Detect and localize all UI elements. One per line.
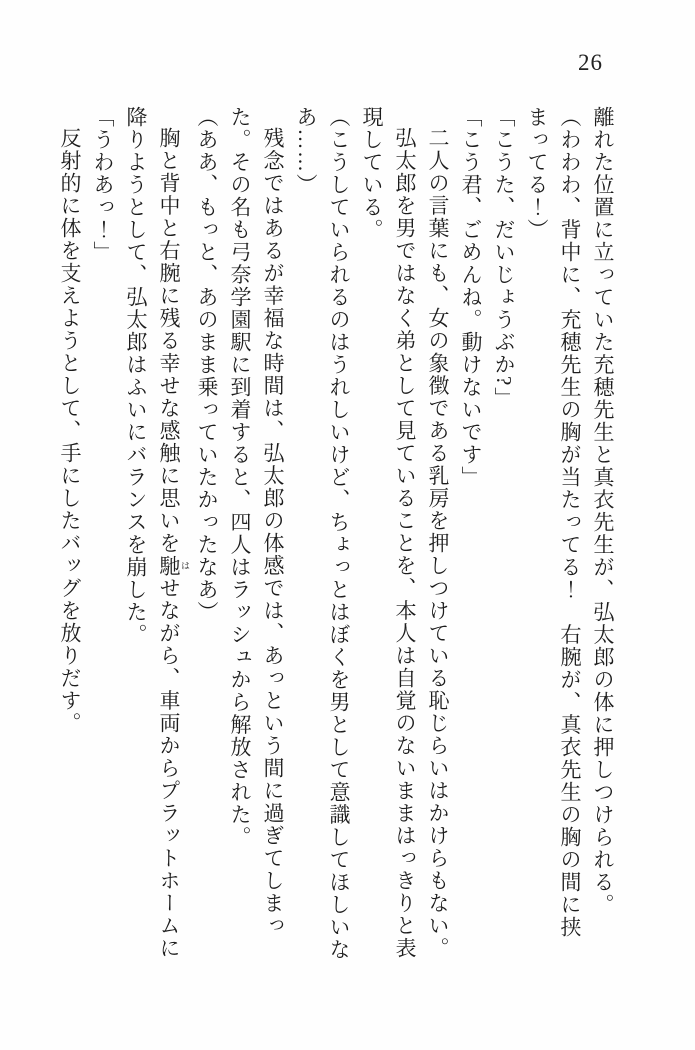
paragraph-thought: （ああ、もっと、あのまま乗っていたかったなあ） — [195, 106, 219, 624]
paragraph-narrative: 反射的に体を支えようとして、手にしたバッグを放りだす。 — [58, 127, 82, 735]
ruby-furigana: は — [180, 554, 190, 577]
ruby-pre-text: 胸と背中と右腕に残る幸せな感触に思いを — [157, 127, 181, 555]
ruby-annotation — [157, 554, 190, 578]
ruby-post-text: せながら、車両からプラットホームに降りようとして、弘太郎はふいにバランスを崩した。 — [124, 106, 181, 960]
paragraph-narrative: 二人の言葉にも、女の象徴である乳房を押しつけている恥じらいはかけらもない。 — [426, 127, 450, 960]
page-number: 26 — [578, 50, 603, 75]
paragraph-narrative: 離れた位置に立っていた充穂先生と真衣先生が、弘太郎の体に押しつけられる。 — [591, 106, 615, 916]
paragraph-dialogue: 「こうた、だいじょうぶか?」 — [492, 106, 516, 410]
paragraph-dialogue: 「うわあっ！」 — [91, 106, 115, 264]
paragraph-dialogue: 「こう君、ごめんね。動けないです」 — [459, 106, 483, 489]
paragraph-thought: （こうしていられるのはうれしいけど、ちょっとはぼくを男として意識してほしいなあ……） — [294, 106, 351, 961]
body-text — [53, 106, 619, 968]
paragraph-narrative-with-ruby — [119, 106, 190, 968]
paragraph-thought: （わわわ、背中に、充穂先生の胸が当たってる！ 右腕が、真衣先生の胸の間に挟まってる！） — [525, 106, 582, 939]
paragraph-narrative: 残念ではあるが幸福な時間は、弘太郎の体感では、あっという間に過ぎてしまった。その名も弓奈学園駅に到着すると、四人はラッシュから解放された。 — [228, 106, 285, 937]
ruby-base: 馳 — [157, 554, 181, 577]
paragraph-narrative: 弘太郎を男ではなく弟として見ていることを、本人は自覚のないままはっきりと表現している。 — [360, 106, 417, 960]
